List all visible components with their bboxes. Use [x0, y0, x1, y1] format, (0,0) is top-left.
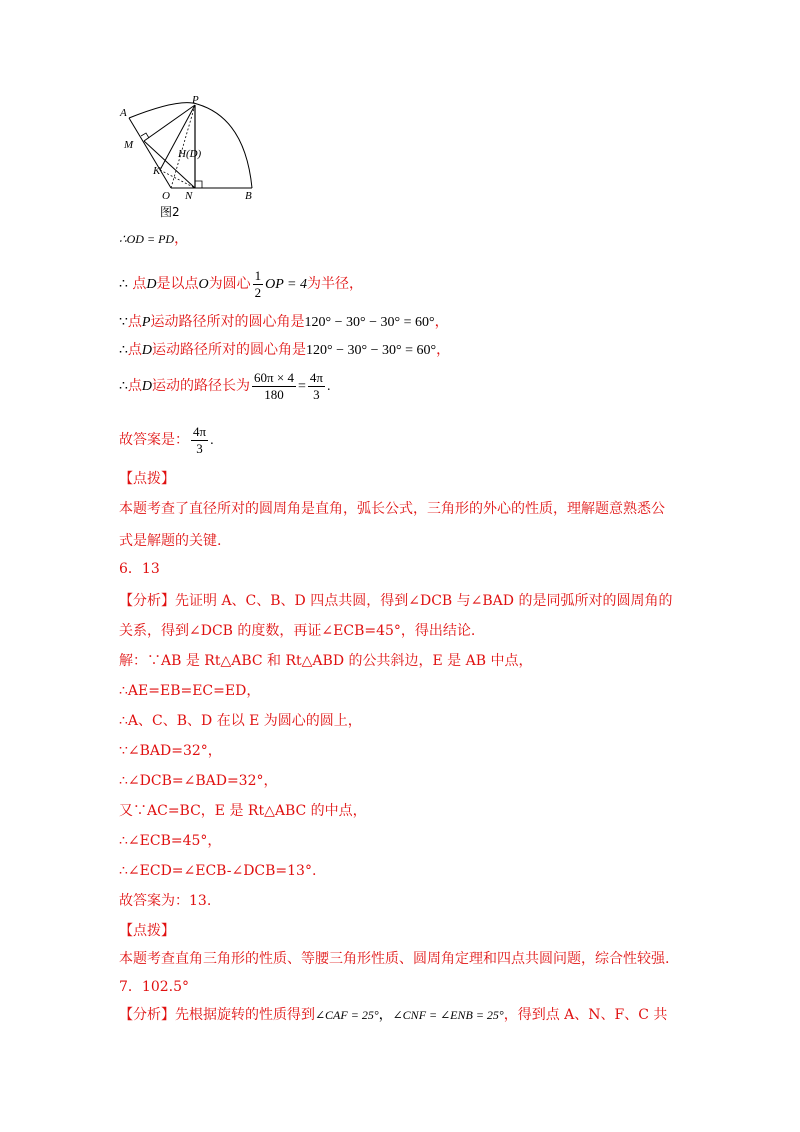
period: . — [210, 433, 214, 448]
label-a: A — [120, 107, 127, 119]
text: 点 — [127, 342, 142, 358]
expr-angle: 120° − 30° − 30° = 60° — [304, 315, 435, 330]
text: 运动路径所对的圆心角是 — [150, 314, 305, 330]
var-p: P — [141, 315, 151, 330]
numerator: 1 — [254, 267, 262, 283]
text: 为半径， — [306, 276, 363, 292]
segment-pk — [160, 105, 195, 170]
expr-caf: ∠CAF = 25° — [315, 1008, 379, 1022]
fraction-result — [308, 370, 325, 403]
period: . — [326, 379, 331, 394]
fraction-half — [253, 268, 264, 301]
geometry-figure — [119, 96, 269, 221]
text: 【分析】先根据旋转的性质得到 — [119, 1007, 315, 1023]
dashed-op — [171, 105, 195, 188]
expr-od-pd: ∴OD = PD — [119, 232, 175, 246]
denominator: 180 — [264, 386, 284, 402]
right-angle-m — [141, 133, 149, 138]
var-o: O — [198, 277, 209, 292]
analysis-line-7 — [119, 1001, 667, 1030]
label-n: N — [185, 190, 193, 202]
expr-angle: 120° − 30° − 30° = 60° — [306, 343, 437, 358]
text: 点 — [127, 378, 142, 394]
solution-line-5: ∴∠DCB=∠BAD=32°， — [119, 773, 278, 789]
text: 为圆心 — [208, 276, 251, 292]
text: 运动路径所对的圆心角是 — [152, 342, 307, 358]
text: ， — [434, 314, 449, 330]
label-b: B — [245, 190, 252, 202]
therefore-symbol: ∴ — [119, 379, 128, 394]
label-m: M — [124, 139, 134, 151]
solution-line-4: ∵∠BAD=32°， — [119, 743, 222, 759]
line-answer-5 — [119, 422, 214, 459]
label-h: H(D) — [178, 148, 202, 160]
text: 是以点 — [156, 276, 199, 292]
fraction-answer — [191, 424, 208, 457]
solution-line-8: ∴∠ECD=∠ECB-∠DCB=13°. — [119, 863, 317, 879]
label-o: O — [162, 190, 170, 202]
var-d: D — [146, 277, 157, 292]
numerator: 4π — [309, 369, 323, 385]
answer-label: 故答案是： — [119, 432, 189, 448]
segment-pm — [144, 105, 195, 141]
line-od-pd — [119, 229, 188, 249]
therefore-symbol: ∴ — [119, 277, 128, 292]
comma: ， — [378, 1008, 393, 1023]
geometry-diagram — [119, 96, 269, 221]
expr-op: OP = 4 — [265, 277, 307, 292]
summary-line-2: 式是解题的关键. — [119, 533, 222, 549]
denominator: 3 — [313, 386, 320, 402]
answer-line-6: 故答案为：13. — [119, 893, 212, 909]
solution-line-3: ∴A、C、B、D 在以 E 为圆心的圆上， — [119, 713, 362, 729]
summary-line-1: 本题考查了直径所对的圆周角是直角，弧长公式，三角形的外心的性质，理解题意熟悉公 — [119, 501, 665, 517]
heading-dianbo: 【点拨】 — [119, 471, 175, 487]
analysis-line-1: 【分析】先证明 A、C、B、D 四点共圆，得到∠DCB 与∠BAD 的是同弧所对的圆周角的 — [119, 593, 673, 609]
numerator: 60π × 4 — [254, 369, 294, 385]
line-p-angle — [119, 312, 449, 333]
denominator: 3 — [196, 440, 203, 456]
solution-line-6: 又∵AC=BC，E 是 Rt△ABC 的中点， — [119, 803, 367, 819]
solution-line-2: ∴AE=EB=EC=ED， — [119, 683, 261, 699]
solution-line-1: 解：∵AB 是 Rt△ABC 和 Rt△ABD 的公共斜边，E 是 AB 中点， — [119, 653, 533, 669]
segment-oa — [129, 118, 171, 188]
denominator: 2 — [254, 284, 262, 300]
solution-line-7: ∴∠ECB=45°， — [119, 833, 222, 849]
text: ， — [436, 342, 451, 358]
expr-cnf: ∠CNF = ∠ENB = 25° — [392, 1008, 504, 1022]
var-d: D — [141, 343, 153, 358]
question-number-6: 6．13 — [119, 561, 160, 577]
right-angle-n — [195, 181, 202, 188]
comma: ， — [174, 231, 189, 247]
numerator: 4π — [193, 423, 207, 439]
question-number-7: 7．102.5° — [119, 979, 189, 995]
line-d-angle — [119, 340, 450, 361]
heading-dianbo-2: 【点拨】 — [119, 923, 175, 939]
summary-line-3: 本题考查直角三角形的性质、等腰三角形性质、圆周角定理和四点共圆问题，综合性较强. — [119, 951, 670, 967]
label-p: P — [192, 96, 199, 106]
fraction-length — [252, 370, 296, 403]
figure-caption: 图2 — [160, 205, 180, 219]
text: 点 — [127, 314, 142, 330]
line-path-length — [119, 368, 330, 405]
text: ，得到点 A、N、F、C 共 — [503, 1007, 668, 1023]
equals: = — [297, 379, 306, 394]
line-radius — [119, 266, 363, 303]
text: 运动的路径长为 — [152, 378, 251, 394]
analysis-line-2: 关系，得到∠DCB 的度数，再证∠ECB=45°，得出结论. — [119, 623, 476, 639]
text: 点 — [132, 276, 147, 292]
arc — [129, 103, 252, 188]
label-k: K — [153, 165, 161, 177]
therefore-symbol: ∴ — [119, 343, 128, 358]
because-symbol: ∵ — [119, 315, 128, 330]
var-d: D — [141, 379, 153, 394]
